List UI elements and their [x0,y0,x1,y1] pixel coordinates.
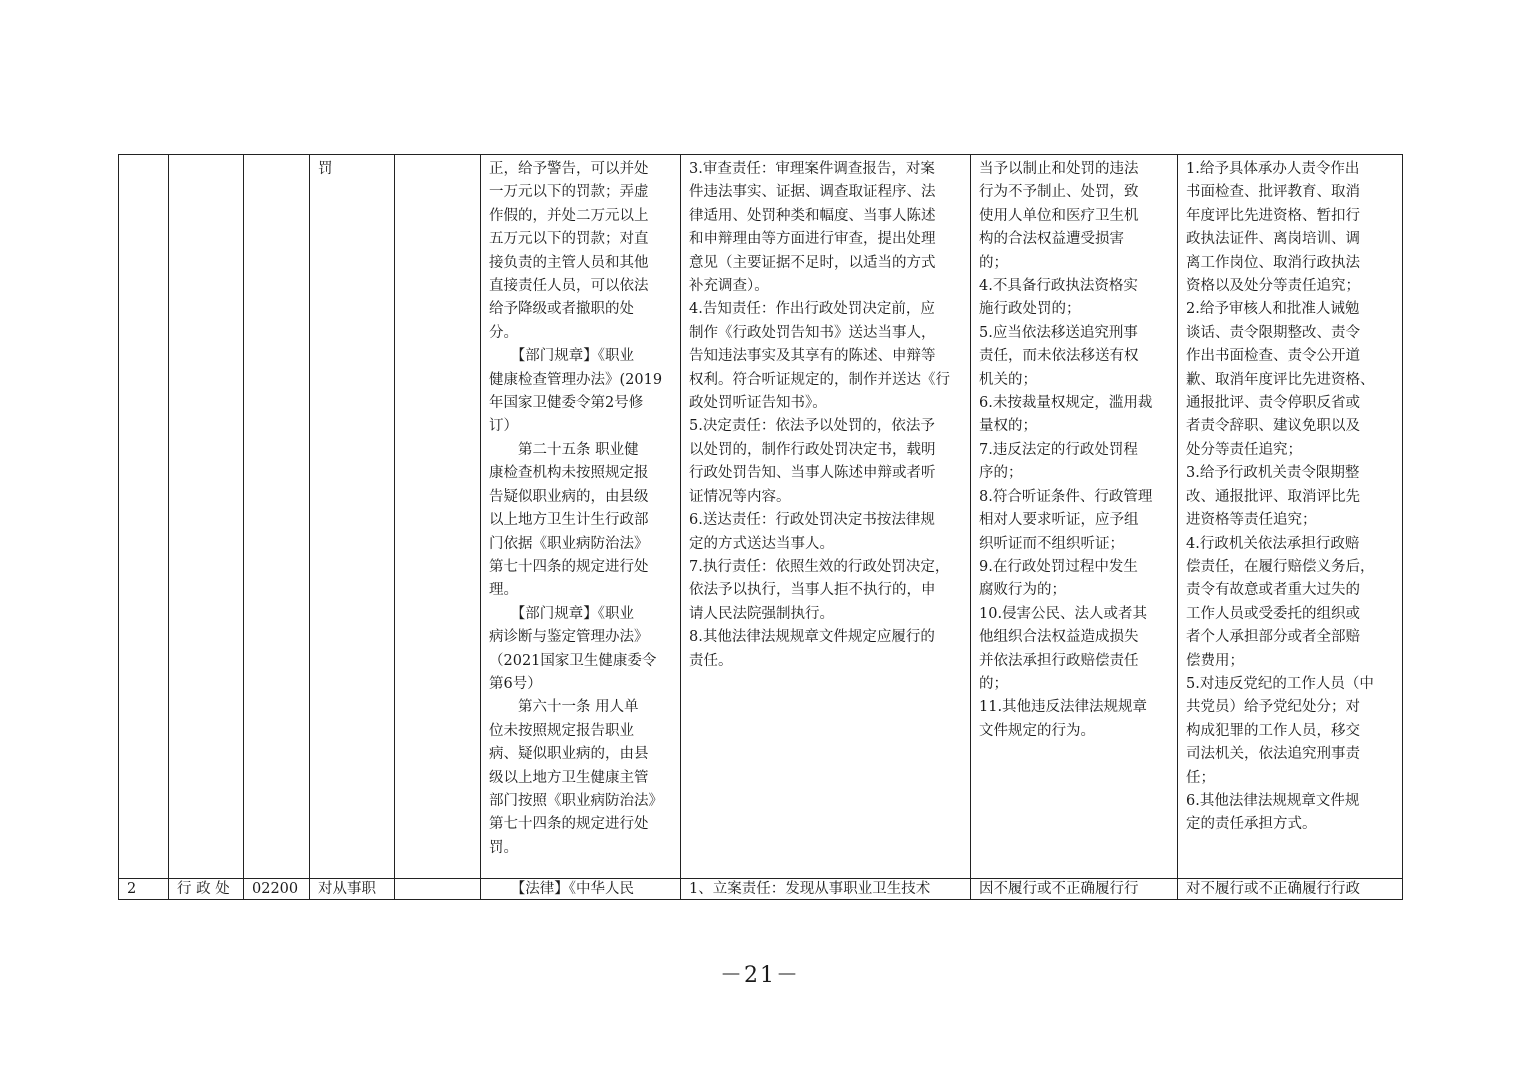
cell-name: 对从事职 [310,879,395,900]
cell-legal-basis: 正，给予警告，可以并处 一万元以下的罚款；弄虚 作假的，并处二万元以上 五万元以下的罚款；对直 接负责的主管人员和其他 直接责任人员，可以依法 给予降级或者撤职的处 分。 【部门规章】《职业 健康检查管理办法》(2019 年国家卫健委令第2号修 订） 第二十五条 职业健 康检查机构未按照规定报 告疑似职业病的，由县级 以上地方卫生计生行政部 门依据《职业病防治法》 第七十四条的规定进行处 理。 【部门规章】《职业 病诊断与鉴定管理办法》 （2021国家卫生健康委令 第6号） 第六十一条 用人单 位未按照规定报告职业 病、疑似职业病的，由县 级以上地方卫生健康主管 部门按照《职业病防治法》 第七十四条的规定进行处 罚。 [481,155,681,879]
cell-name: 罚 [310,155,395,879]
cell-sub [395,155,481,879]
cell-fault-circumstances: 当予以制止和处罚的违法 行为不予制止、处罚，致 使用人单位和医疗卫生机 构的合法权益遭受损害 的； 4.不具备行政执法资格实 施行政处罚的； 5.应当依法移送追究刑事 责任，而未依法移送有权 机关的； 6.未按裁量权规定，滥用裁 量权的； 7.违反法定的行政处罚程 序的； 8.符合听证条件、行政管理 相对人要求听证，应予组 织听证而不组织听证； 9.在行政处罚过程中发生 腐败行为的； 10.侵害公民、法人或者其 他组织合法权益造成损失 并依法承担行政赔偿责任 的； 11.其他违反法律法规规章 文件规定的行为。 [971,155,1178,879]
power-list-table [118,154,1403,900]
cell-accountability: 1.给予具体承办人责令作出 书面检查、批评教育、取消 年度评比先进资格、暂扣行 政执法证件、离岗培训、调 离工作岗位、取消行政执法 资格以及处分等责任追究； 2.给予审核人和批准人诫勉 谈话、责令限期整改、责令 作出书面检查、责令公开道 歉、取消年度评比先进资格、 通报批评、责令停职反省或 者责令辞职、建议免职以及 处分等责任追究； 3.给予行政机关责令限期整 改、通报批评、取消评比先 进资格等责任追究； 4.行政机关依法承担行政赔 偿责任，在履行赔偿义务后， 责令有故意或者重大过失的 工作人员或受委托的组织或 者个人承担部分或者全部赔 偿费用； 5.对违反党纪的工作人员（中 共党员）给予党纪处分；对 构成犯罪的工作人员，移交 司法机关，依法追究刑事责 任； 6.其他法律法规规章文件规 定的责任承担方式。 [1178,155,1403,879]
cell-sub [395,879,481,900]
table-row [119,879,1403,900]
cell-duty: 1、立案责任：发现从事职业卫生技术 [681,879,971,900]
table-row [119,155,1403,879]
page-number: －21－ [720,963,800,988]
cell-no: 2 [119,879,169,900]
cell-code: 02200 [244,879,310,900]
cell-code [244,155,310,879]
cell-fault-circumstances: 因不履行或不正确履行行 [971,879,1178,900]
cell-type [169,155,244,879]
cell-duty: 3.审查责任：审理案件调查报告，对案 件违法事实、证据、调查取证程序、法 律适用、处罚种类和幅度、当事人陈述 和申辩理由等方面进行审查，提出处理 意见（主要证据不足时，以适当的方式 补充调查）。 4.告知责任：作出行政处罚决定前，应 制作《行政处罚告知书》送达当事人， 告知违法事实及其享有的陈述、申辩等 权利。符合听证规定的，制作并送达《行 政处罚听证告知书》。 5.决定责任：依法予以处罚的，依法予 以处罚的，制作行政处罚决定书，载明 行政处罚告知、当事人陈述申辩或者听 证情况等内容。 6.送达责任：行政处罚决定书按法律规 定的方式送达当事人。 7.执行责任：依照生效的行政处罚决定， 依法予以执行，当事人拒不执行的，申 请人民法院强制执行。 8.其他法律法规规章文件规定应履行的 责任。 [681,155,971,879]
cell-legal-basis: 【法律】《中华人民 [481,879,681,900]
cell-accountability: 对不履行或不正确履行行政 [1178,879,1403,900]
cell-type: 行 政 处 [169,879,244,900]
cell-no [119,155,169,879]
